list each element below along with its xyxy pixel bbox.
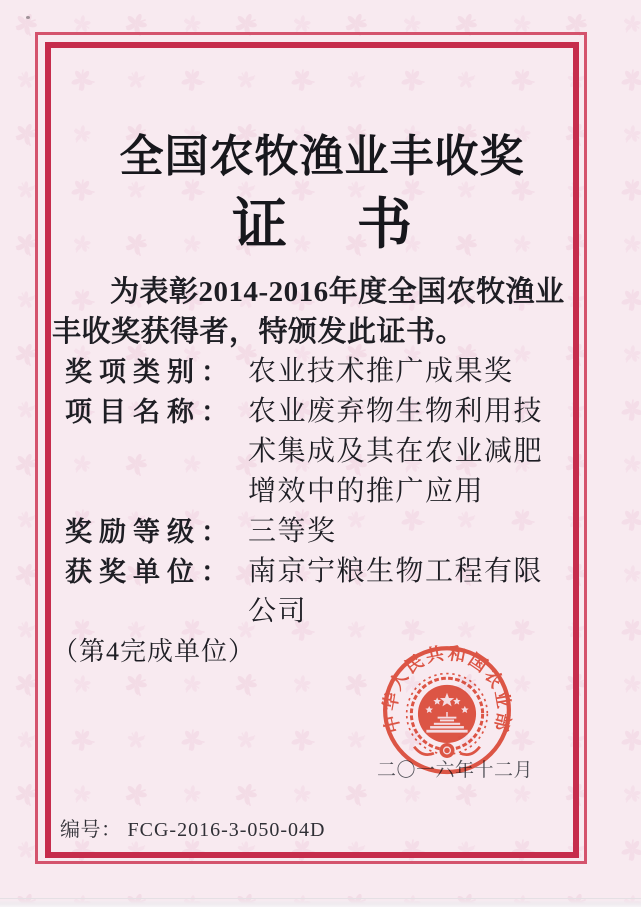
national-emblem-icon: [407, 674, 488, 758]
field-value: 三等奖: [248, 516, 337, 547]
serial-label: 编号：: [60, 819, 122, 841]
field-row-project-name: [52, 392, 568, 512]
serial-line: [60, 813, 326, 842]
scan-speck: [26, 16, 30, 19]
certificate-title: 证 书: [232, 194, 412, 255]
certificate-body: [52, 272, 568, 672]
field-label: 奖项类别：: [65, 357, 235, 387]
field-row-award-grade: [52, 512, 568, 552]
completion-unit-note: （第4完成单位）: [52, 637, 256, 666]
award-title: 全国农牧渔业丰收奖: [119, 132, 525, 181]
field-label: 获奖单位：: [65, 557, 235, 587]
seal-circular-text: 中华人民共和国农业部: [379, 642, 515, 736]
serial-number: FCG-2016-3-050-04D: [127, 819, 326, 841]
field-row-awarded-unit: [52, 552, 568, 632]
gear-icon: [414, 743, 480, 758]
official-seal: [372, 637, 522, 787]
issue-date: 二〇一六年十二月: [377, 760, 534, 781]
field-value: 农业废弃物生物利用技术集成及其在农业减肥增效中的推广应用: [248, 396, 544, 507]
intro-paragraph: 为表彰2014-2016年度全国农牧渔业丰收奖获得者，特颁发此证书。: [52, 276, 565, 348]
field-value: 农业技术推广成果奖: [248, 356, 514, 387]
field-row-award-category: [52, 352, 568, 392]
scan-edge: [0, 898, 641, 907]
field-label: 项目名称：: [65, 397, 235, 427]
field-label: 奖励等级：: [65, 517, 235, 547]
field-value: 南京宁粮生物工程有限公司: [248, 556, 544, 627]
